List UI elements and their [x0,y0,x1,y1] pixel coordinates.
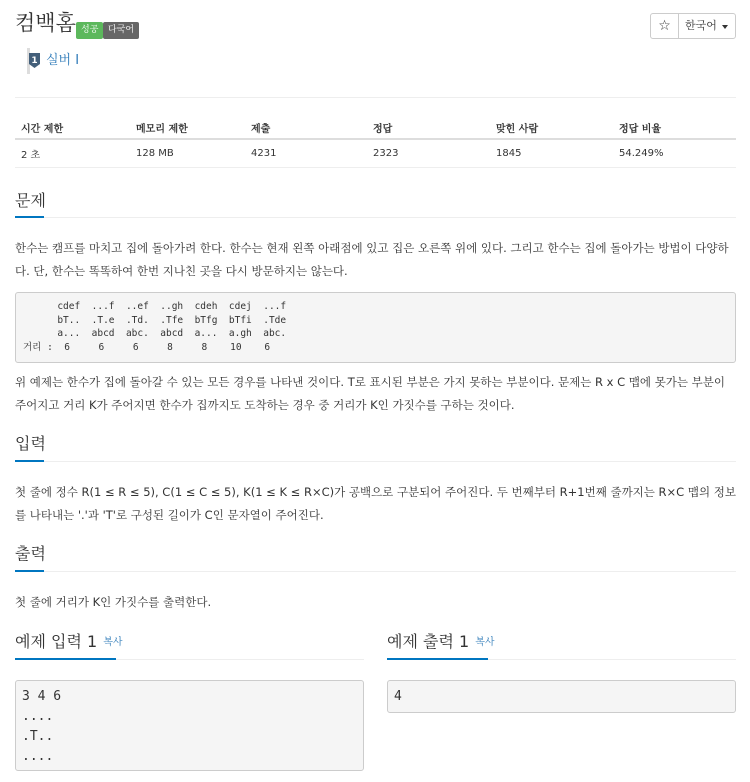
sample-input-box[interactable]: 3 4 6 .... .T.. .... [15,680,364,771]
section-title-output: 출력 [15,544,46,563]
sample-output-header [387,631,495,654]
section-underline [15,216,44,218]
problem-info-table [15,116,736,168]
input-description: 첫 줄에 정수 R(1 ≤ R ≤ 5), C(1 ≤ C ≤ 5), K(1 ≤ K ≤ R×C)가 공백으로 구분되어 주어진다. 두 번째부터 R+1번째 줄까지는 R×C 맵의 정보를 나타내는 '.'과 'T'로 구성된 길이가 C인 문자열이 주어진다. [15,485,736,522]
tier-silver-icon [28,52,41,69]
header-solved-users: 맞힌 사람 [490,116,613,139]
divider [15,217,736,218]
problem-example-code: cdef ...f ..ef ..gh cdeh cdej ...f bT.. .T.e .Td. .Tfe bTfg bTfi .Tde a... abcd abc. abcd a... a.gh abc. 거리 : 6 6 6 8 8 10 6 [15,292,736,363]
language-label: 한국어 [685,19,717,32]
section-underline [15,460,44,462]
divider [15,97,736,98]
section-underline [15,570,44,572]
sample-input-header [15,631,123,654]
problem-description-2: 위 예제는 한수가 집에 돌아갈 수 있는 모든 경우를 나타낸 것이다. T로 표시된 부분은 가지 못하는 부분이다. 문제는 R x C 맵에 못가는 부분이 주어지고 거리 K가 주어지면 한수가 집까지도 도착하는 경우 중 거리가 K인 가짓수를 구하는 것이다. [15,375,726,412]
header-accepted: 정답 [367,116,490,139]
problem-description: 한수는 캠프를 마치고 집에 돌아가려 한다. 한수는 현재 왼쪽 아래점에 있고 집은 오른쪽 위에 있다. 그리고 한수는 집에 돌아가는 방법이 다양하다. 단, 한수는 똑똑하여 한번 지나친 곳을 다시 방문하지는 않는다. [15,241,729,278]
header-time-limit: 시간 제한 [15,116,130,139]
divider [15,571,736,572]
section-title-problem: 문제 [15,191,46,210]
language-dropdown[interactable] [678,13,736,39]
section-underline [15,658,116,660]
success-badge: 성공 [76,22,103,39]
table-row [15,139,736,167]
star-icon: ☆ [658,18,671,34]
problem-header [15,8,736,40]
table-header-row [15,116,736,139]
problem-title: 컴백홈 [15,11,76,35]
section-title-input: 입력 [15,434,46,453]
header-submissions: 제출 [245,116,367,139]
cell-solved-users: 1845 [490,139,613,167]
copy-input-button[interactable]: 복사 [103,636,123,648]
divider [15,461,736,462]
section-underline [387,658,488,660]
header-ratio: 정답 비율 [613,116,736,139]
multilang-badge: 다국어 [103,22,139,39]
sample-output-title: 예제 출력 1 [387,632,470,651]
cell-ratio: 54.249% [613,139,736,167]
cell-submissions: 4231 [245,139,367,167]
caret-down-icon [722,25,728,29]
header-memory-limit: 메모리 제한 [130,116,245,139]
svg-text:1: 1 [31,56,38,66]
tier-block [27,48,80,74]
star-button[interactable] [650,13,679,39]
tier-link[interactable]: 실버 I [46,53,80,68]
sample-input-title: 예제 입력 1 [15,632,98,651]
sample-output-box[interactable]: 4 [387,680,736,713]
copy-output-button[interactable]: 복사 [475,636,495,648]
output-description: 첫 줄에 거리가 K인 가짓수를 출력한다. [15,595,212,609]
cell-accepted: 2323 [367,139,490,167]
cell-time-limit: 2 초 [15,139,130,167]
cell-memory-limit: 128 MB [130,139,245,167]
